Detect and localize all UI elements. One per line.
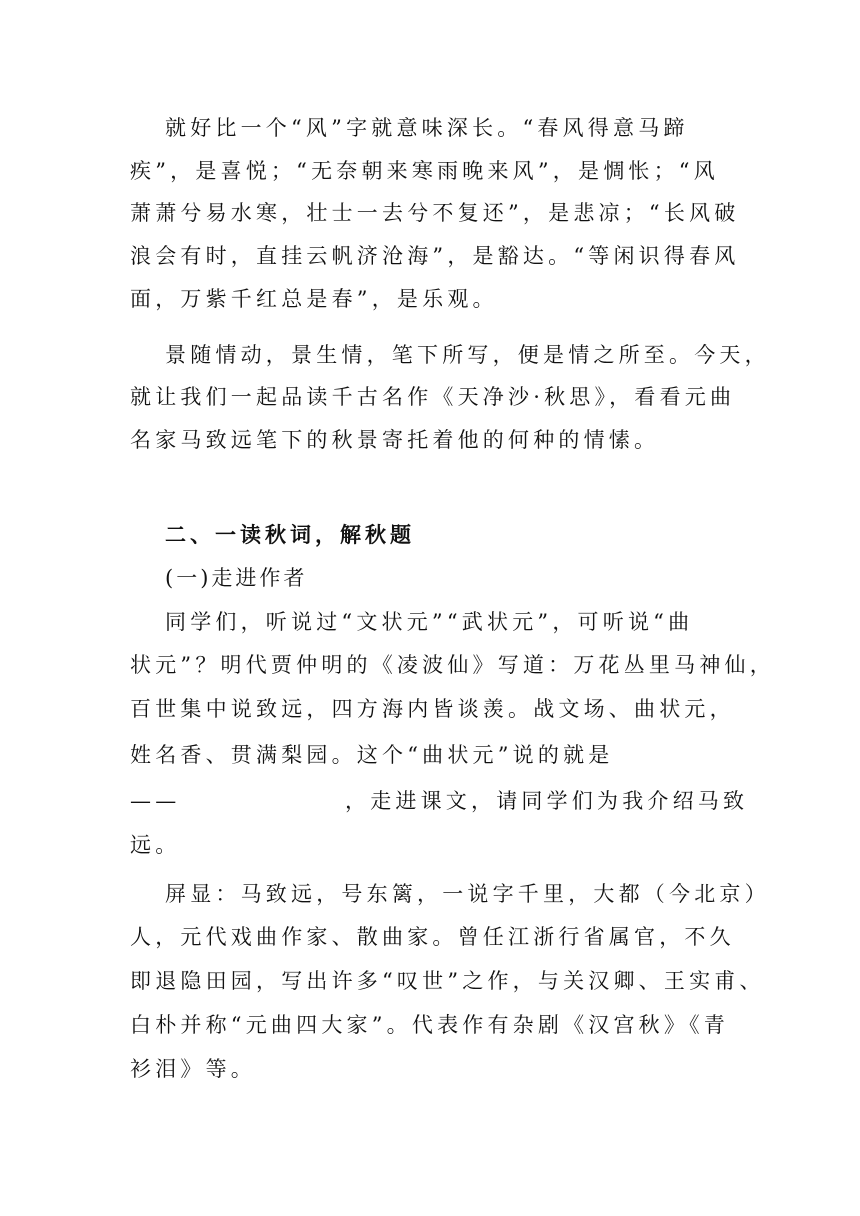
paragraph-screen-line-4: 白朴并称“元曲四大家”。代表作有杂剧《汉宫秋》《青 — [130, 1013, 729, 1037]
paragraph-wind-line-4: 浪会有时，直挂云帆济沧海”，是豁达。“等闲识得春风 — [130, 244, 740, 268]
paragraph-intro-dash: —— — [130, 789, 181, 813]
subsection-heading: (一)走进作者 — [165, 566, 308, 590]
paragraph-wind-line-2: 疾”，是喜悦；“无奈朝来寒雨晚来风”，是惆怅；“风 — [130, 159, 719, 183]
paragraph-scene-line-3: 名家马致远笔下的秋景寄托着他的何种的情愫。 — [130, 428, 660, 452]
paragraph-intro-line-4: 姓名香、贯满梨园。这个“曲状元”说的就是 — [130, 743, 614, 767]
paragraph-intro-line-5: ，走进课文，请同学们为我介绍马致 — [345, 789, 749, 813]
paragraph-intro-line-3: 百世集中说致远，四方海内皆谈羡。战文场、曲状元， — [130, 697, 735, 721]
paragraph-intro-line-1: 同学们，听说过“文状元”“武状元”，可听说“曲 — [165, 610, 694, 634]
paragraph-screen-line-3: 即退隐田园，写出许多“叹世”之作，与关汉卿、王实甫、 — [130, 969, 765, 993]
paragraph-screen-line-1: 屏显：马致远，号东篱，一说字千里，大都（今北京） — [165, 882, 770, 906]
paragraph-intro-line-6: 远。 — [130, 833, 181, 857]
paragraph-screen-line-5: 衫泪》等。 — [130, 1057, 256, 1081]
paragraph-intro-line-2: 状元”？明代贾仲明的《凌波仙》写道：万花丛里马神仙， — [130, 653, 775, 677]
paragraph-scene-line-1: 景随情动，景生情，笔下所写，便是情之所至。今天， — [165, 343, 770, 367]
paragraph-scene-line-2: 就让我们一起品读千古名作《天净沙·秋思》，看看元曲 — [130, 385, 736, 409]
section-heading: 二、一读秋词，解秋题 — [165, 522, 415, 547]
paragraph-wind-line-1: 就好比一个“风”字就意味深长。“春风得意马蹄 — [165, 116, 689, 140]
paragraph-screen-line-2: 人，元代戏曲作家、散曲家。曾任江浙行省属官，不久 — [130, 925, 735, 949]
paragraph-wind-line-5: 面，万紫千红总是春”，是乐观。 — [130, 287, 498, 311]
paragraph-wind-line-3: 萧萧兮易水寒，壮士一去兮不复还”，是悲凉；“长风破 — [130, 201, 740, 225]
